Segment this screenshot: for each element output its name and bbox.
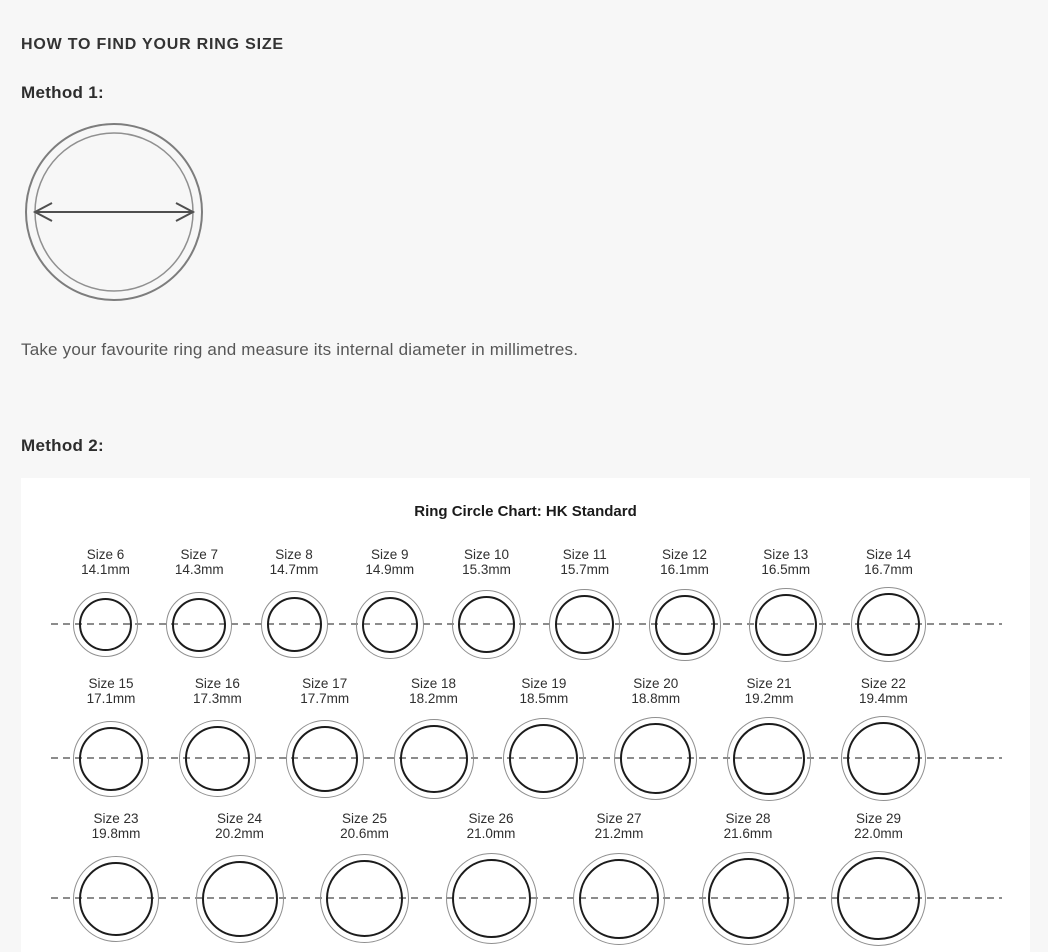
ring-size-label-block <box>300 676 349 706</box>
ring-circle <box>73 721 149 797</box>
ring-size-label-block <box>745 676 794 706</box>
ring-diameter-label: 16.1mm <box>660 562 709 577</box>
ring-circle-inner <box>185 726 250 791</box>
ring-size-label: Size 26 <box>468 811 514 826</box>
ring-size-item <box>286 676 364 801</box>
ring-size-label-block <box>87 676 136 706</box>
ring-size-label-block <box>660 547 709 577</box>
ring-size-item <box>73 547 138 662</box>
ring-size-item <box>702 811 795 946</box>
ring-size-label-block <box>462 547 511 577</box>
ring-size-item <box>179 676 256 801</box>
ring-circle-holder <box>749 587 823 662</box>
ring-size-item <box>841 676 926 801</box>
ring-size-item <box>196 811 284 946</box>
ring-diameter-label: 18.2mm <box>409 691 458 706</box>
ring-circle-inner <box>292 726 358 792</box>
ring-diameter-label: 20.6mm <box>340 826 389 841</box>
ring-size-label: Size 23 <box>93 811 139 826</box>
ring-size-item <box>452 547 521 662</box>
ring-size-label-block <box>215 811 264 841</box>
ring-circle-holder <box>394 716 474 801</box>
method2-heading: Method 2: <box>21 436 104 455</box>
ring-size-label: Size 18 <box>411 676 457 691</box>
ring-circle-inner <box>326 860 403 937</box>
ring-size-label: Size 14 <box>865 547 912 562</box>
ring-size-items <box>21 811 1030 946</box>
ring-circle-holder <box>841 716 926 801</box>
ring-size-item <box>446 811 537 946</box>
ring-circle <box>166 592 232 658</box>
ring-circle-inner <box>837 857 920 940</box>
ring-size-item <box>394 676 474 801</box>
ring-circle <box>452 590 521 659</box>
ring-circle-inner <box>708 858 789 939</box>
ring-size-label-block <box>467 811 516 841</box>
ring-size-item <box>166 547 232 662</box>
ring-circle-holder <box>196 851 284 946</box>
ring-circle-inner <box>620 723 691 794</box>
ring-diameter-label: 15.7mm <box>560 562 610 577</box>
ring-circle-holder <box>73 587 138 662</box>
ring-circle-holder <box>503 716 584 801</box>
ring-circle-holder <box>320 851 409 946</box>
ring-size-label: Size 19 <box>521 676 567 691</box>
ring-size-label-block <box>340 811 389 841</box>
ring-circle <box>196 855 284 943</box>
ring-diameter-label: 17.7mm <box>300 691 350 706</box>
method1-heading: Method 1: <box>21 83 104 102</box>
ring-diameter-label: 15.3mm <box>462 562 511 577</box>
ring-diameter-label: 19.4mm <box>859 691 908 706</box>
ring-size-label: Size 29 <box>855 811 902 826</box>
ring-diameter-label: 17.3mm <box>192 691 242 706</box>
ring-circle-holder <box>166 587 232 662</box>
ring-circle-inner <box>79 727 143 791</box>
ring-diameter-label: 14.9mm <box>365 562 415 577</box>
ring-size-label-block <box>854 811 903 841</box>
ring-size-row <box>21 676 1030 801</box>
ring-diameter-label: 16.7mm <box>864 562 913 577</box>
ring-size-item <box>356 547 424 662</box>
ring-size-label-block <box>270 547 319 577</box>
ring-size-label: Size 13 <box>763 547 809 562</box>
ring-circle-inner <box>452 859 531 938</box>
ring-circle-inner <box>579 859 659 939</box>
method1-description: Take your favourite ring and measure its internal diameter in millimetres. <box>21 340 579 359</box>
ring-size-item <box>261 547 328 662</box>
ring-size-label-block <box>519 676 568 706</box>
ring-circle <box>503 718 584 799</box>
ring-diameter-illustration <box>22 116 208 308</box>
ring-circle-holder <box>261 587 328 662</box>
ring-size-item <box>73 676 149 801</box>
ring-circle <box>73 856 159 942</box>
ring-size-label: Size 9 <box>370 547 409 562</box>
ring-size-item <box>614 676 697 801</box>
ring-size-label-block <box>92 811 141 841</box>
ring-size-label: Size 12 <box>661 547 708 562</box>
ring-circle-inner <box>362 597 418 653</box>
ring-circle-holder <box>73 851 159 946</box>
ring-size-label: Size 8 <box>275 547 313 562</box>
ring-size-label: Size 15 <box>88 676 134 691</box>
ring-circle <box>286 720 364 798</box>
ring-diameter-label: 18.8mm <box>631 691 681 706</box>
ring-circle-inner <box>400 725 468 793</box>
ring-circle-inner <box>458 596 515 653</box>
ring-diameter-label: 19.2mm <box>744 691 794 706</box>
ring-diameter-label: 14.1mm <box>81 562 130 577</box>
ring-circle-holder <box>179 716 256 801</box>
ring-circle <box>841 716 926 801</box>
ring-circle-inner <box>555 595 614 654</box>
ring-circle <box>573 853 665 945</box>
ring-circle-inner <box>655 595 715 655</box>
ring-circle-holder <box>614 716 697 801</box>
ring-size-label-block <box>724 811 773 841</box>
ring-size-label-block <box>595 811 644 841</box>
ring-size-label: Size 10 <box>463 547 510 562</box>
ring-diameter-label: 19.8mm <box>91 826 141 841</box>
ring-circle-holder <box>727 716 811 801</box>
ring-size-label: Size 21 <box>746 676 792 691</box>
ring-size-items <box>21 676 1030 801</box>
ring-size-label: Size 16 <box>194 676 240 691</box>
ring-size-label: Size 6 <box>86 547 125 562</box>
ring-circle <box>394 719 474 799</box>
ring-diameter-label: 18.5mm <box>519 691 569 706</box>
ring-size-label: Size 28 <box>725 811 771 826</box>
ring-circle <box>356 591 424 659</box>
ring-size-row <box>21 811 1030 946</box>
ring-size-label-block <box>81 547 130 577</box>
ring-circle-holder <box>446 851 537 946</box>
ring-circle <box>73 592 138 657</box>
ring-size-label: Size 20 <box>633 676 679 691</box>
ring-circle-inner <box>857 593 920 656</box>
ring-circle-holder <box>851 587 926 662</box>
ring-chart-rows <box>21 547 1030 946</box>
ring-circle <box>549 589 620 660</box>
ring-circle <box>446 853 537 944</box>
ring-size-label-block <box>175 547 224 577</box>
ring-size-row <box>21 547 1030 662</box>
diameter-arrow-icon <box>35 203 193 221</box>
ring-diameter-label: 21.6mm <box>723 826 773 841</box>
ring-circle-holder <box>549 587 620 662</box>
ring-size-item <box>727 676 811 801</box>
ring-size-label: Size 7 <box>180 547 219 562</box>
ring-circle-holder <box>702 851 795 946</box>
ring-size-item <box>320 811 409 946</box>
ring-circle-inner <box>202 861 278 937</box>
ring-circle-holder <box>573 851 665 946</box>
ring-size-label-block <box>193 676 242 706</box>
ring-size-label: Size 11 <box>562 547 607 562</box>
ring-circle <box>320 854 409 943</box>
ring-circle-inner <box>755 594 817 656</box>
ring-circle-inner <box>847 722 920 795</box>
ring-circle-inner <box>267 597 322 652</box>
ring-size-item <box>73 811 159 946</box>
ring-circle-holder <box>356 587 424 662</box>
ring-size-label-block <box>365 547 414 577</box>
ring-size-label: Size 27 <box>596 811 642 826</box>
ring-size-item <box>649 547 721 662</box>
ring-diameter-label: 14.7mm <box>269 562 319 577</box>
ring-size-label: Size 24 <box>216 811 263 826</box>
ring-diameter-label: 22.0mm <box>854 826 903 841</box>
ring-circle-holder <box>286 716 364 801</box>
ring-circle <box>179 720 256 797</box>
ring-circle <box>831 851 926 946</box>
ring-circle <box>614 717 697 800</box>
ring-size-label: Size 22 <box>860 676 906 691</box>
ring-size-label-block <box>631 676 680 706</box>
ring-circle-holder <box>649 587 721 662</box>
ring-size-item <box>573 811 665 946</box>
ring-diameter-label: 16.5mm <box>761 562 811 577</box>
ring-circle <box>727 717 811 801</box>
ring-circle <box>749 588 823 662</box>
page-title: HOW TO FIND YOUR RING SIZE <box>21 36 284 53</box>
ring-size-label-block <box>761 547 810 577</box>
ring-size-label-block <box>864 547 913 577</box>
ring-circle-holder <box>831 851 926 946</box>
ring-circle-holder <box>452 587 521 662</box>
ring-circle-inner <box>172 598 226 652</box>
chart-title: Ring Circle Chart: HK Standard <box>414 503 637 520</box>
ring-circle <box>851 587 926 662</box>
ring-circle <box>649 589 721 661</box>
ring-circle <box>702 852 795 945</box>
ring-diameter-label: 17.1mm <box>86 691 136 706</box>
ring-circle-inner <box>733 723 805 795</box>
ring-size-label: Size 17 <box>302 676 348 691</box>
ring-size-item <box>749 547 823 662</box>
ring-diameter-label: 21.2mm <box>594 826 644 841</box>
ring-diameter-label: 21.0mm <box>466 826 516 841</box>
ring-size-item <box>831 811 926 946</box>
ring-size-items <box>21 547 1030 662</box>
ring-circle <box>261 591 328 658</box>
ring-size-item <box>549 547 620 662</box>
ring-diameter-label: 14.3mm <box>174 562 224 577</box>
ring-circle-inner <box>79 862 153 936</box>
ring-size-label-block <box>409 676 458 706</box>
ring-size-label-block <box>859 676 908 706</box>
ring-size-item <box>503 676 584 801</box>
ring-circle-inner <box>79 598 132 651</box>
ring-diameter-label: 20.2mm <box>215 826 264 841</box>
ring-size-label: Size 25 <box>341 811 388 826</box>
ring-size-item <box>851 547 926 662</box>
ring-circle-inner <box>509 724 578 793</box>
ring-circle-chart <box>21 478 1030 952</box>
ring-circle-holder <box>73 716 149 801</box>
ring-size-label-block <box>560 547 609 577</box>
